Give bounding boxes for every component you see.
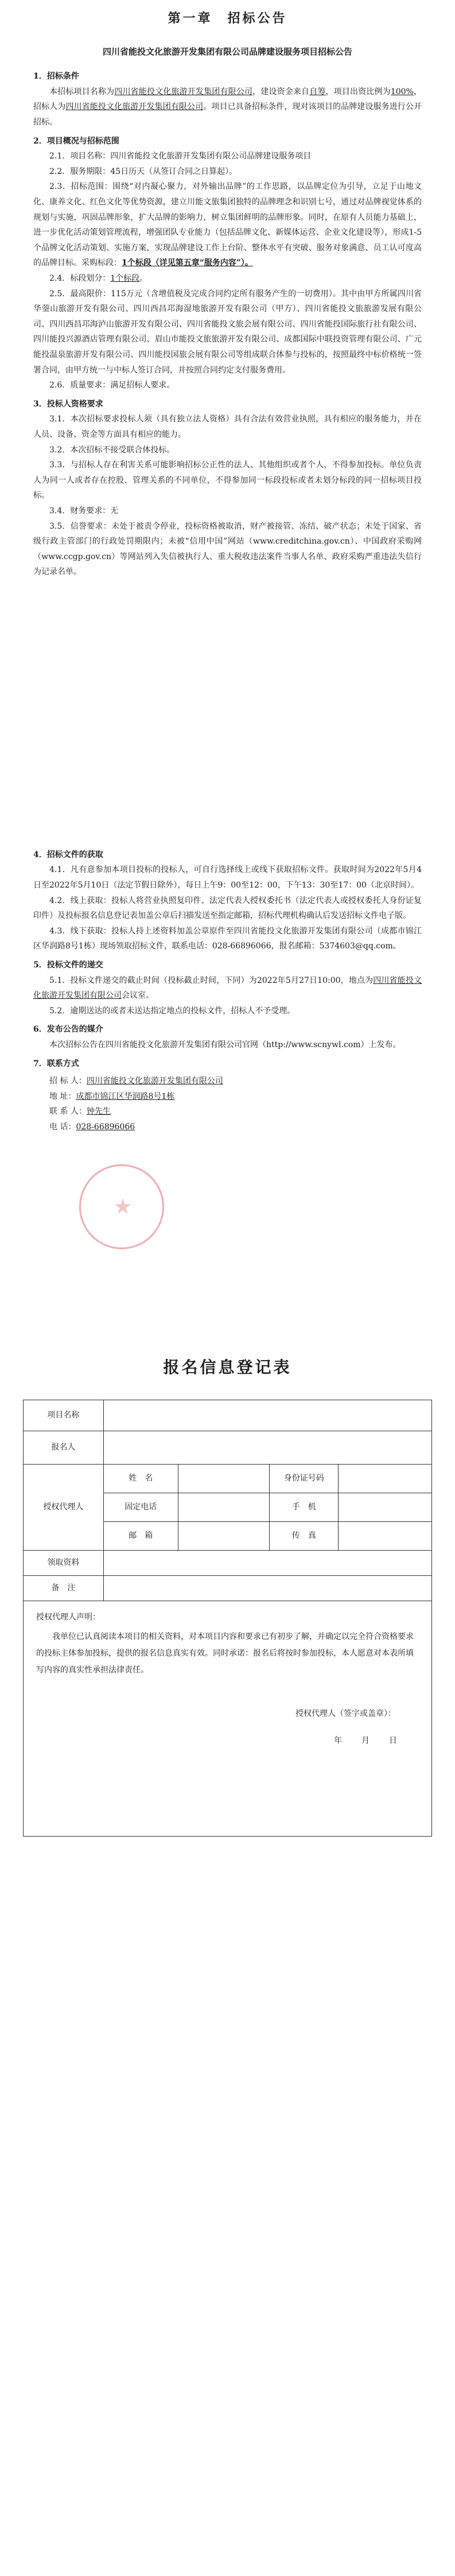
s4-3: 4.3．线下获取：投标人持上述资料加盖公章原件至四川省能投文化旅游开发集团有限公司（成都市锦江区华润路8号1栋）现场领取招标文件，联系电话：028-66896066，报名邮箱：5374603@qq.com。 — [33, 926, 422, 951]
s5-1-c: 会议室。 — [122, 991, 154, 1001]
contact-block — [33, 1074, 422, 1134]
s1-part-g: ，招标人为 — [33, 87, 422, 112]
s2-4-lots: 1个标段 — [110, 274, 140, 284]
s1-funding: 自筹 — [309, 87, 326, 96]
contact-person-value: 钟先生 — [86, 1107, 111, 1117]
section-1-text — [33, 84, 422, 130]
receive-docs-cell[interactable] — [103, 1551, 431, 1576]
declaration-body: 我单位已认真阅读本项目的相关资料，对本项目内容和要求已有初步了解，并确定以完全符合资格要求的投标主体参加投标，提供的报名信息真实有效。同时承诺：报名后将按时参加投标，本人愿意对本表所填写内容的真实性承担法律责任。 — [36, 1632, 414, 1675]
section-1-title: 1．招标条件 — [33, 72, 79, 82]
landline-cell[interactable] — [178, 1493, 270, 1522]
label-agent: 授权代理人 — [24, 1465, 104, 1551]
label-id-number: 身份证号码 — [270, 1465, 339, 1493]
section-7-title: 7．联系方式 — [33, 1059, 79, 1068]
s3-1: 3.1．本次招标要求投标人须（具有独立法人资格）具有合法有效营业执照，具有相应的服务能力，并在人员、设备、资金等方面具有相应的能力。 — [33, 415, 422, 439]
declaration-heading: 授权代理人声明： — [36, 1613, 100, 1622]
registration-page — [0, 1286, 455, 2576]
label-bidder: 报名人 — [24, 1431, 104, 1465]
s1-part-a: 本招标项目名称为 — [49, 87, 115, 96]
fax-cell[interactable] — [339, 1522, 432, 1551]
label-landline: 固定电话 — [103, 1493, 178, 1522]
s2-3-text: 2.3．招标范围：围绕“对内凝心聚力，对外输出品牌”的工作思路，以品牌定位为引导，立足于山地文化、康养文化、红色文化等优势资源，建立川能文旅集团独特的品牌理念和识别七号，通过对品牌视觉体系的规划与实施，巩固品牌形象，扩大品牌的影响力，树立集团鲜明的品牌形象。同时，在原有人员能力基础上，进一步优化活动策划管理流程，增强团队专业能力（包括品牌文化、新媒体运营、企业文化建设等），形成1-5个品牌文化活动策划、实施方案，实现品牌建设工作上台阶、整体水平有突破、服务对象满意、员工认可度高的品牌目标。采购标段： — [33, 182, 422, 268]
name-cell[interactable] — [178, 1465, 270, 1493]
page-gap — [33, 580, 422, 844]
s1-part-c: ，建设资金来自 — [252, 87, 310, 96]
s5-1 — [33, 973, 422, 1004]
mobile-cell[interactable] — [339, 1493, 432, 1522]
section-4-title: 4．招标文件的获取 — [33, 850, 103, 859]
date-line[interactable]: 年 月 日 — [334, 1736, 398, 1746]
notice-title: 四川省能投文化旅游开发集团有限公司品牌建设服务项目招标公告 — [102, 46, 352, 57]
contact-address-label: 地 址： — [49, 1091, 76, 1101]
s5-2: 5.2．逾期送达的或者未送达指定地点的投标文件，招标人不予受理。 — [49, 1006, 295, 1016]
contact-phone-value: 028-66896066 — [76, 1122, 135, 1132]
s3-4: 3.4．财务要求：无 — [49, 506, 119, 516]
s2-4-c: 。 — [139, 274, 148, 284]
s2-2: 2.2．服务期限：45日历天（从签订合同之日算起）。 — [49, 166, 238, 176]
section-6-title: 6．发布公告的媒介 — [33, 1025, 103, 1035]
s1-project-name: 四川省能投文化旅游开发集团有限公司 — [114, 87, 253, 96]
contact-person-label: 联 系 人： — [49, 1107, 87, 1117]
bidder-cell[interactable] — [103, 1431, 431, 1465]
s4-2: 4.2．线上获取：投标人将营业执照复印件、法定代表人授权委托书（法定代表人或授权委托人身份证复印件）及投标报名信息登记表加盖公章后扫描发送至指定邮箱，招标代理机构确认后发送招标文件电子版。 — [33, 896, 422, 921]
signature-line[interactable]: 授权代理人（签字或盖章）： — [295, 1709, 396, 1718]
contact-phone-label: 电 话： — [49, 1122, 76, 1132]
s3-3: 3.3．与招标人存在利害关系可能影响招标公正性的法人、其他组织或者个人，不得参加投标。单位负责人为同一人或者存在控股、管理关系的不同单位，不得参加同一标段投标或者未划分标段的同一招标项目投标。 — [33, 460, 422, 501]
s5-1-place: 四川省能投文化旅游开发集团有限公司 — [33, 975, 422, 1001]
s3-5: 3.5．信誉要求：未处于被责令停业，投标资格被取消，财产被接管、冻结、破产状态；未处于国家、省级行政主管部门的行政处罚期限内；未被“信用中国”网站（www.creditchina.gov.cn）、中国政府采购网（www.ccgp.gov.cn）等网站列入失信被执行人、重大税收违法案件当事人名单、政府采购严重违法失信行为记录名单。 — [33, 521, 422, 577]
id-number-cell[interactable] — [339, 1465, 432, 1493]
section-3-title: 3．投标人资格要求 — [33, 399, 103, 409]
label-email: 邮 箱 — [103, 1522, 178, 1551]
declaration-cell — [24, 1601, 432, 1837]
label-name: 姓 名 — [103, 1465, 178, 1493]
chapter-title: 第一章 招标公告 — [168, 11, 287, 26]
s2-6: 2.6．质量要求：满足招标人要求。 — [49, 381, 175, 390]
s2-3-lot: 1个标段（详见第五章“服务内容”）。 — [122, 258, 253, 268]
email-cell[interactable] — [178, 1522, 270, 1551]
s1-ratio: 100% — [390, 87, 414, 96]
registration-title: 报名信息登记表 — [163, 1358, 292, 1377]
label-fax: 传 真 — [270, 1522, 339, 1551]
contact-address — [33, 1089, 422, 1105]
section-5-title: 5．投标文件的递交 — [33, 960, 103, 970]
s2-4 — [33, 271, 422, 286]
s2-1: 2.1．项目名称：四川省能投文化旅游开发集团有限公司品牌建设服务项目 — [49, 152, 312, 161]
contact-tenderer — [33, 1074, 422, 1089]
contact-tenderer-value: 四川省能投文化旅游开发集团有限公司 — [86, 1076, 223, 1086]
label-receive-docs: 领取资料 — [24, 1551, 104, 1576]
s2-4-a: 2.4．标段划分： — [49, 274, 111, 284]
s3-2: 3.2．本次招标不接受联合体投标。 — [49, 445, 175, 455]
contact-tenderer-label: 招 标 人： — [49, 1076, 87, 1086]
label-project-name: 项目名称 — [24, 1400, 104, 1431]
s1-part-e: ，项目出资比例为 — [325, 87, 391, 96]
registration-table — [23, 1400, 432, 1837]
label-notes: 备 注 — [24, 1576, 104, 1601]
company-seal-icon — [79, 1164, 164, 1249]
s6-1: 本次招标公告在四川省能投文化旅游开发集团有限公司官网（http://www.scnywl.com）上发布。 — [49, 1040, 401, 1050]
s4-1: 4.1．凡有意参加本项目投标的投标人，可自行选择线上或线下获取招标文件。获取时间为2022年5月4日至2022年5月10日（法定节假日除外），每日上午9：00至12：00，下午13：30至17：00（北京时间）。 — [33, 865, 422, 890]
s1-part-i: 。项目已具备招标条件，现对该项目的品牌建设服务进行公开招标。 — [33, 102, 422, 127]
notes-cell[interactable] — [103, 1576, 431, 1601]
s2-5: 2.5．最高限价：115万元（含增值税及完成合同约定所有服务产生的一切费用）。其中由甲方所属四川省华蓥山旅游开发有限公司、四川西昌邛海湿地旅游开发有限公司（甲方）、四川省能投文旅旅游发展有限公司、四川西昌邛海泸山旅游开发有限公司、四川省能投文旅会展有限公司、四川省能投国际旅行社有限公司、四川能投兴源酒店管理有限公司、眉山市能投文旅旅游开发有限公司、成都国际中联投资管理有限公司、广元能投温泉旅游开发有限公司、四川能投国旅会展有限公司等组成联合体参与投标的，按照最终中标价格统一签署合同，由甲方统一与中标人签订合同，并按照合同约定支付服务费用。 — [33, 289, 422, 375]
contact-phone — [33, 1120, 422, 1135]
label-mobile: 手 机 — [270, 1493, 339, 1522]
s2-3 — [33, 179, 422, 271]
s1-tenderer: 四川省能投文化旅游开发集团有限公司 — [65, 102, 204, 112]
project-name-cell[interactable] — [103, 1400, 431, 1431]
s5-1-a: 5.1．投标文件递交的截止时间（投标截止时间，下同）为2022年5月27日10:00，地点为 — [49, 975, 374, 985]
section-2-title: 2．项目概况与招标范围 — [33, 136, 119, 146]
contact-person — [33, 1104, 422, 1120]
contact-address-value: 成都市锦江区华润路8号1栋 — [76, 1091, 175, 1101]
notice-page — [0, 0, 455, 1286]
